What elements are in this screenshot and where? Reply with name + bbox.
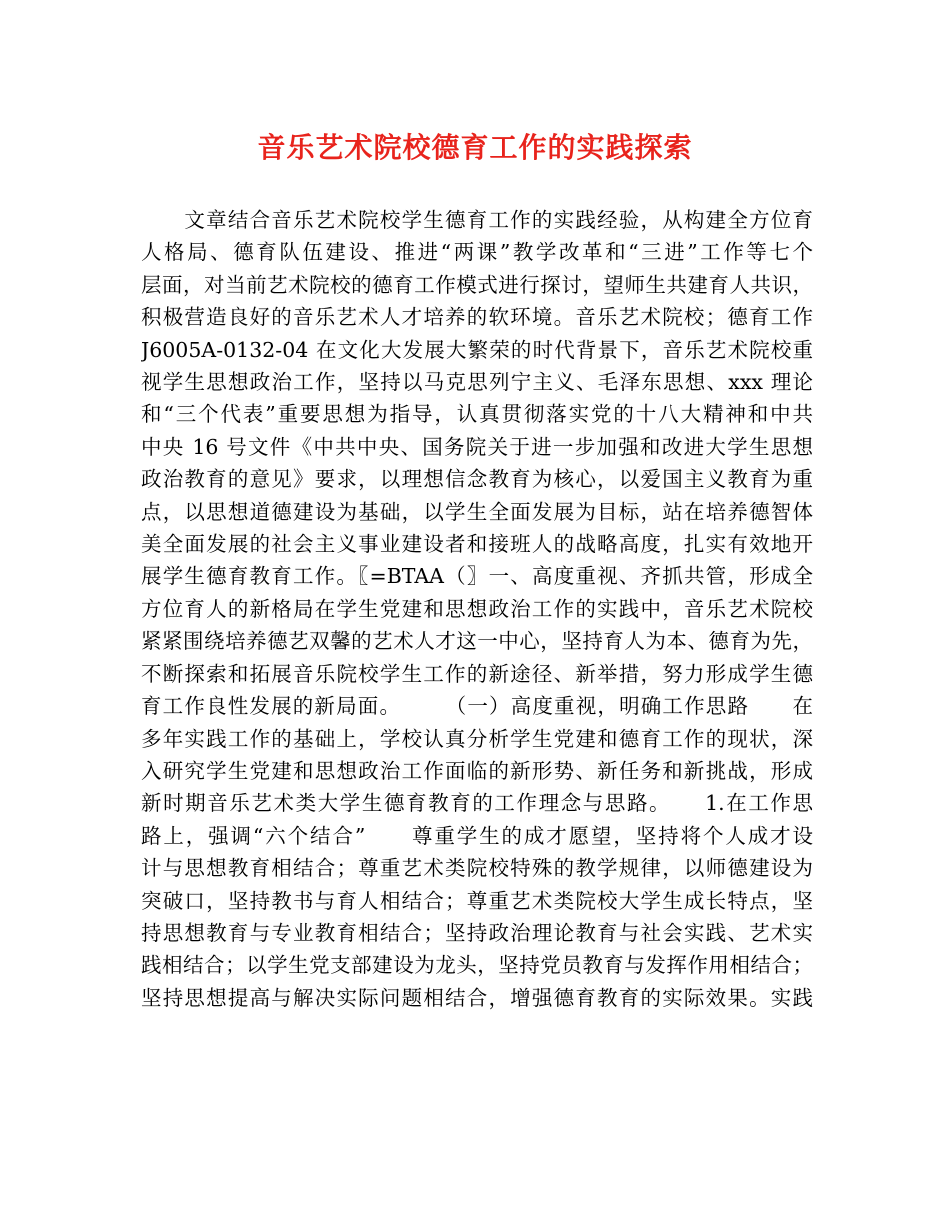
- body-line: 突破口，坚持教书与育人相结合；尊重艺术类院校大学生成长特点，坚: [141, 888, 813, 913]
- body-line: 路上，强调“六个结合” 尊重学生的成才愿望，坚持将个人成才设: [141, 823, 813, 848]
- body-line: 新时期音乐艺术类大学生德育教育的工作理念与思路。 1.在工作思: [141, 791, 813, 816]
- body-line: 不断探索和拓展音乐院校学生工作的新途径、新举措，努力形成学生德: [141, 661, 813, 686]
- document-title: 音乐艺术院校德育工作的实践探索: [257, 131, 693, 164]
- body-line: 多年实践工作的基础上，学校认真分析学生党建和德育工作的现状，深: [141, 726, 813, 751]
- body-line: 方位育人的新格局在学生党建和思想政治工作的实践中，音乐艺术院校: [141, 596, 813, 621]
- body-line: 践相结合；以学生党支部建设为龙头，坚持党员教育与发挥作用相结合；: [141, 953, 813, 978]
- body-line: 入研究学生党建和思想政治工作面临的新形势、新任务和新挑战，形成: [141, 758, 813, 783]
- body-line: 和“三个代表”重要思想为指导，认真贯彻落实党的十八大精神和中共: [141, 402, 813, 427]
- body-line: 中央 16 号文件《中共中央、国务院关于进一步加强和改进大学生思想: [141, 434, 813, 459]
- body-line: 视学生思想政治工作，坚持以马克思列宁主义、毛泽东思想、xxx 理论: [141, 370, 813, 395]
- body-line: 点，以思想道德建设为基础，以学生全面发展为目标，站在培养德智体: [141, 499, 813, 524]
- document-body: [141, 204, 813, 1014]
- body-line: 文章结合音乐艺术院校学生德育工作的实践经验，从构建全方位育: [141, 208, 813, 232]
- body-line: 计与思想教育相结合；尊重艺术类院校特殊的教学规律，以师德建设为: [141, 856, 813, 881]
- body-line: 育工作良性发展的新局面。 （一）高度重视，明确工作思路 在: [141, 694, 813, 719]
- body-line: 展学生德育教育工作。〖=BTAA（〗一、高度重视、齐抓共管，形成全: [141, 564, 813, 589]
- body-line: 紧紧围绕培养德艺双馨的艺术人才这一中心，坚持育人为本、德育为先，: [141, 629, 813, 654]
- body-line: J6005A-0132-04 在文化大发展大繁荣的时代背景下，音乐艺术院校重: [141, 337, 813, 362]
- body-line: 坚持思想提高与解决实际问题相结合，增强德育教育的实际效果。实践: [141, 985, 813, 1010]
- body-line: 人格局、德育队伍建设、推进“两课”教学改革和“三进”工作等七个: [141, 240, 813, 265]
- body-line: 政治教育的意见》要求，以理想信念教育为核心，以爱国主义教育为重: [141, 467, 813, 492]
- body-line: 持思想教育与专业教育相结合；坚持政治理论教育与社会实践、艺术实: [141, 920, 813, 945]
- body-line: 层面，对当前艺术院校的德育工作模式进行探讨，望师生共建育人共识，: [141, 272, 813, 297]
- body-line: 美全面发展的社会主义事业建设者和接班人的战略高度，扎实有效地开: [141, 532, 813, 557]
- body-line: 积极营造良好的音乐艺术人才培养的软环境。音乐艺术院校；德育工作: [141, 305, 813, 330]
